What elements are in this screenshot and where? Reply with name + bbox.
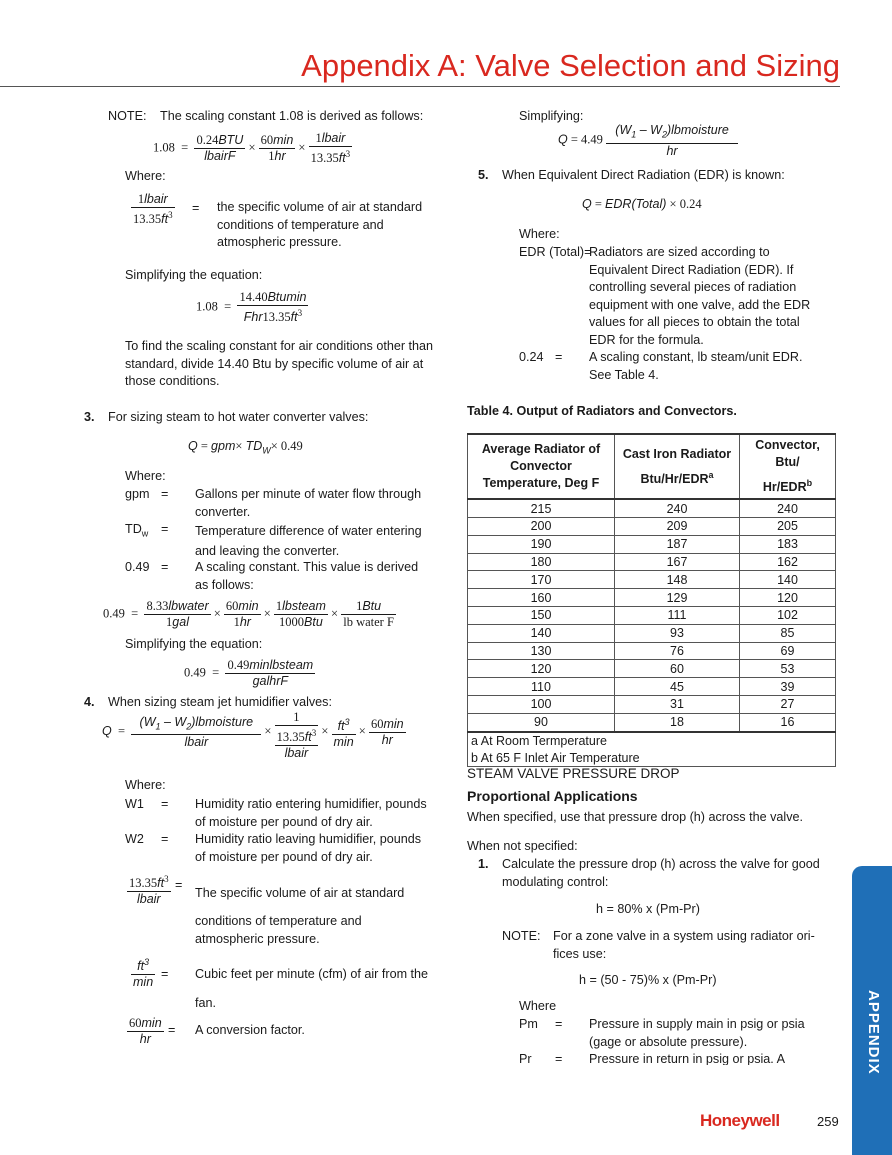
item-4-text: When sizing steam jet humidifier valves: [108,695,332,709]
where-label: Where: [519,227,560,241]
def-text-tdw: Temperature difference of water entering and leaving the converter. [195,524,422,558]
equation-scaling-2: 1.08 = $\frac{\text{14.40Btumin}}{Fhr13.35ft^3}$ [196,290,307,325]
table-body [468,499,836,731]
cell-convector: 102 [740,606,836,624]
def-term-gpm: gpm [125,487,150,501]
def-equals: = [175,878,183,892]
def-equals: = [555,350,563,364]
cell-cast-iron: 111 [615,606,740,624]
col-header-convector: Convector, Btu/ Hr/EDR$^b$ [740,434,836,499]
note-text: The scaling constant 1.08 is derived as follows: [160,109,424,123]
def-equals: = [161,522,169,536]
table-row [468,589,836,607]
item-3-text: For sizing steam to hot water converter valves: [108,410,369,424]
table-note-a: a At Room Termperature [468,732,836,750]
def-text-w1: Humidity ratio entering humidifier, pounds of moisture per pound of dry air. [195,797,427,829]
item-4-number: 4. [84,695,95,709]
cell-temperature: 120 [468,660,615,678]
def-term-tdw: $TD_w$ [125,522,149,539]
def-equals: = [161,560,169,574]
table-note-row [468,749,836,766]
cell-convector: 27 [740,695,836,713]
cell-convector: 39 [740,678,836,696]
page-number: 259 [817,1114,839,1129]
when-not-specified-text: When not specified: [467,839,578,853]
table-row [468,624,836,642]
def-text-edr: Radiators are sized according to Equivalent Direct Radiation (EDR). If controlling several pieces of radiation equipment with one valve, add the EDR values for all pieces to obtain the total EDR for the formula. [589,245,811,347]
radiator-output-table [467,433,836,767]
def-equals: = [161,832,169,846]
cell-cast-iron: 45 [615,678,740,696]
equation-049-simplified: 0.49 = $\frac{\text{0.49minlbsteam}}{\text{galhrF}}$ [184,658,314,688]
cell-temperature: 150 [468,606,615,624]
cell-cast-iron: 76 [615,642,740,660]
def-specific-volume-fraction-2: $\frac{13.35ft^3}{\text{lbair}}$ [129,874,169,907]
table-row [468,606,836,624]
cell-temperature: 100 [468,695,615,713]
cell-temperature: 180 [468,553,615,571]
cell-convector: 240 [740,499,836,517]
cell-temperature: 170 [468,571,615,589]
def-text-pm: Pressure in supply main in psig or psia (gage or absolute pressure). [589,1017,805,1049]
cell-cast-iron: 167 [615,553,740,571]
cell-cast-iron: 129 [615,589,740,607]
cell-temperature: 200 [468,517,615,535]
section-heading: STEAM VALVE PRESSURE DROP [467,766,680,781]
formula-zone-valve: h = (50 - 75)% x (Pm-Pr) [579,973,717,987]
def-term-024: 0.24 [519,350,544,364]
sub-heading: Proportional Applications [467,788,638,804]
cell-convector: 69 [740,642,836,660]
def-term-049: 0.49 [125,560,150,574]
cell-temperature: 110 [468,678,615,696]
note-2-label: NOTE: [502,929,541,943]
cell-cast-iron: 209 [615,517,740,535]
def-text-cfm-1: Cubic feet per minute (cfm) of air from the [195,967,429,981]
table-row [468,642,836,660]
def-text-gpm: Gallons per minute of water flow through converter. [195,487,422,519]
table-row [468,695,836,713]
appendix-side-tab-label: APPENDIX [865,990,882,1075]
def-text-conversion: A conversion factor. [195,1023,305,1037]
col-header-cast-iron: Cast Iron Radiator Btu/Hr/EDR$^a$ [615,434,740,499]
def-term-edr: EDR (Total)= [519,245,592,259]
cell-cast-iron: 93 [615,624,740,642]
cell-temperature: 160 [468,589,615,607]
equation-humidifier: Q = $\frac{(W_1 - W_2)lbmoisture}{\text{lbair}}$ × 1 $13.35ft^3$ lbair × $\frac{ft^3}{\min}$ × $\frac{60\min}{hr}$ [102,710,404,761]
cell-cast-iron: 240 [615,499,740,517]
def-cfm-fraction: $\frac{ft^3}{\min}$ [133,957,154,990]
where-label: Where: [125,469,166,483]
cell-convector: 85 [740,624,836,642]
def-equals: = [161,967,169,981]
table-title: Table 4. Output of Radiators and Convectors. [467,404,737,418]
def-text-pr: Pressure in return in psig or psia. A [589,1052,785,1065]
cell-convector: 205 [740,517,836,535]
def-equals: = [161,797,169,811]
def-text-024: A scaling constant, lb steam/unit EDR. See Table 4. [589,350,803,382]
equation-converter: $Q = gpm\times TD_W\times 0.49$ [188,439,303,456]
simplify-label: Simplifying the equation: [125,637,263,651]
cell-convector: 120 [740,589,836,607]
def-text-specific-volume-1: The specific volume of air at standard [195,886,405,900]
when-specified-text: When specified, use that pressure drop (h) across the valve. [467,810,803,824]
cell-convector: 16 [740,713,836,731]
equation-scaling-1: 1.08 = $\frac{\text{0.24BTU}}{\text{lbairF}}$ × $\frac{60\min}{1hr}$ × $\frac{\text{1lbair}}{13.35ft^3}$ [153,131,351,166]
cell-temperature: 140 [468,624,615,642]
def-equals: = [168,1023,176,1037]
item-1-text: Calculate the pressure drop (h) across the valve for good modulating control: [502,857,820,889]
header-rule [0,86,840,87]
def-specific-volume-fraction: $\frac{\text{1lbair}}{13.35ft^3}$ [133,192,173,227]
col-header-temperature: Average Radiator of Convector Temperature, Deg F [468,434,615,499]
cell-convector: 140 [740,571,836,589]
page-title: Appendix A: Valve Selection and Sizing [301,48,840,83]
def-text-specific-volume-2: conditions of temperature and atmospheric pressure. [195,914,362,946]
table-row [468,517,836,535]
table-row [468,499,836,517]
cell-cast-iron: 187 [615,535,740,553]
note-label: NOTE: [108,109,147,123]
cell-cast-iron: 148 [615,571,740,589]
def-equals: = [555,1052,563,1065]
cell-temperature: 130 [468,642,615,660]
def-term-pr: Pr [519,1052,532,1065]
item-5-text: When Equivalent Direct Radiation (EDR) is known: [502,168,785,182]
def-term-pm: Pm [519,1017,538,1031]
cell-temperature: 90 [468,713,615,731]
equation-049-derivation: 0.49 = $\frac{\text{8.33lbwater}}{\text{1gal}}$ × $\frac{60\min}{1hr}$ × $\frac{\text{1lbsteam}}{\text{1000Btu}}$ × $\frac{\text{1Btu}}{\text{lb water F}}$ [103,599,394,629]
item-1-number: 1. [478,857,489,871]
equation-edr: Q = EDR(Total) × 0.24 [582,197,702,211]
where-label: Where [519,999,557,1013]
simplifying-label: Simplifying: [519,109,584,123]
cell-temperature: 190 [468,535,615,553]
def-text-049: A scaling constant. This value is derived as follows: [195,560,419,592]
def-text-cfm-2: fan. [195,996,217,1010]
table-row [468,535,836,553]
where-label: Where: [125,778,166,792]
where-label: Where: [125,169,166,183]
item-3-number: 3. [84,410,95,424]
item-5-number: 5. [478,168,489,182]
cell-temperature: 215 [468,499,615,517]
table-row [468,713,836,731]
def-specific-volume-text: the specific volume of air at standard conditions of temperature and atmospheric pressure. [217,200,423,249]
cell-convector: 53 [740,660,836,678]
def-equals: = [192,201,200,215]
def-equals: = [555,1017,563,1031]
table-row [468,678,836,696]
table-note-row [468,732,836,750]
cell-convector: 183 [740,535,836,553]
paragraph-scaling: To find the scaling constant for air conditions other than standard, divide 14.40 Btu by specific volume of air at those conditions. [125,339,434,388]
cell-cast-iron: 60 [615,660,740,678]
def-term-w1: W1 [125,797,144,811]
cell-convector: 162 [740,553,836,571]
def-term-w2: W2 [125,832,144,846]
simplify-label: Simplifying the equation: [125,268,263,282]
def-conversion-fraction: $\frac{60\min}{hr}$ [129,1016,162,1046]
table-header-row [468,434,836,499]
def-equals: = [161,487,169,501]
equation-humidifier-simplified: Q = 4.49 $\frac{(W_1 - W_2)lbmoisture}{hr}$ [558,123,738,159]
cell-cast-iron: 18 [615,713,740,731]
table-note-b: b At 65 F Inlet Air Temperature [468,749,836,766]
def-text-w2: Humidity ratio leaving humidifier, pounds of moisture per pound of dry air. [195,832,422,864]
table-row [468,553,836,571]
note-2-text: For a zone valve in a system using radiator ori- fices use: [553,929,815,961]
cell-cast-iron: 31 [615,695,740,713]
table-row [468,660,836,678]
honeywell-logo: Honeywell [700,1111,780,1130]
formula-80-percent: h = 80% x (Pm-Pr) [596,902,700,916]
table-row [468,571,836,589]
